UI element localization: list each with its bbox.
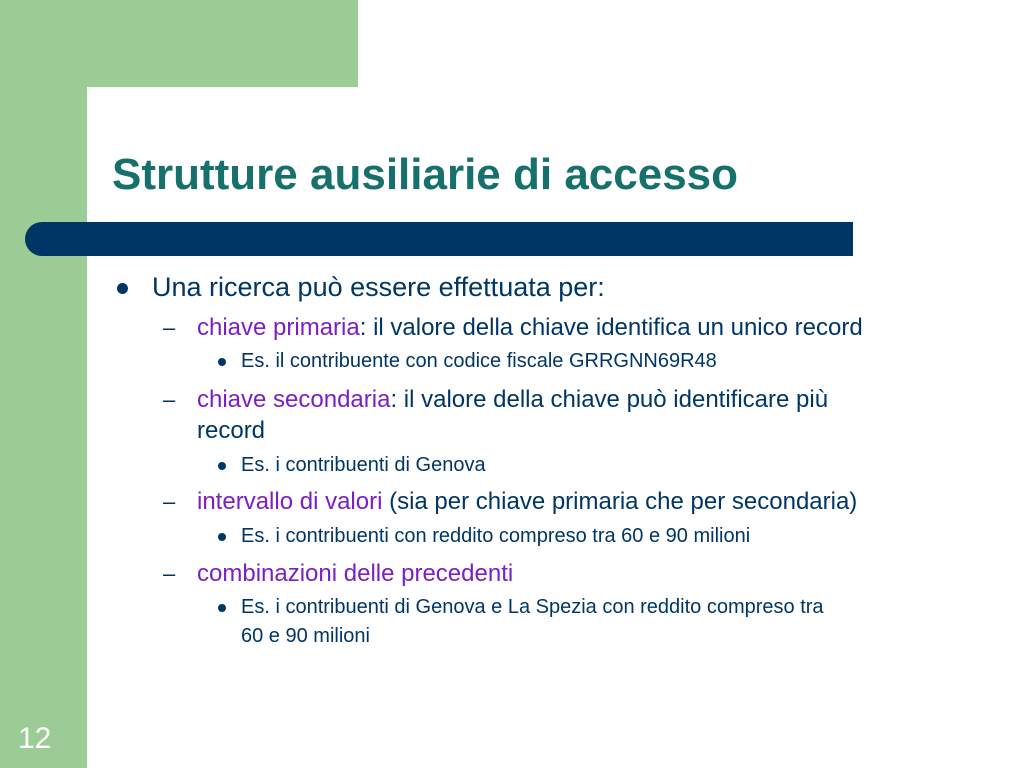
example-text: Es. i contribuenti con reddito compreso tra 60 e 90 milioni <box>241 525 751 547</box>
bullet-icon <box>218 604 226 612</box>
example-text: Es. i contribuenti di Genova e La Spezia con reddito compreso tra <box>241 596 824 618</box>
example-text-continued: 60 e 90 milioni <box>241 625 370 647</box>
dash-icon: – <box>163 561 176 586</box>
example-text: Es. i contribuenti di Genova <box>241 454 486 476</box>
dash-icon: – <box>163 489 176 514</box>
dash-icon: – <box>163 315 176 340</box>
bullet-icon <box>218 358 226 366</box>
item-term: intervallo di valori <box>197 488 383 515</box>
item-term: chiave secondaria <box>197 386 391 413</box>
bullet-icon <box>218 462 226 470</box>
dash-icon: – <box>163 387 176 412</box>
item-text: : il valore della chiave può identificare più <box>390 386 829 413</box>
bullet-icon <box>117 283 128 294</box>
item-text-continued: record <box>197 417 266 444</box>
list-item <box>197 488 857 516</box>
item-term: combinazioni delle precedenti <box>197 560 514 587</box>
list-item <box>197 560 513 588</box>
item-term: chiave primaria <box>197 314 360 341</box>
slide-number: 12 <box>18 722 52 755</box>
slide-title: Strutture ausiliarie di accesso <box>112 150 739 199</box>
item-text: : il valore della chiave identifica un unico record <box>359 314 863 341</box>
list-item <box>197 386 828 414</box>
intro-text: Una ricerca può essere effettuata per: <box>152 272 605 302</box>
example-text: Es. il contribuente con codice fiscale GRRGNN69R48 <box>241 350 717 372</box>
list-item <box>197 314 863 342</box>
bullet-icon <box>218 533 226 541</box>
item-text: (sia per chiave primaria che per secondaria) <box>382 488 858 515</box>
